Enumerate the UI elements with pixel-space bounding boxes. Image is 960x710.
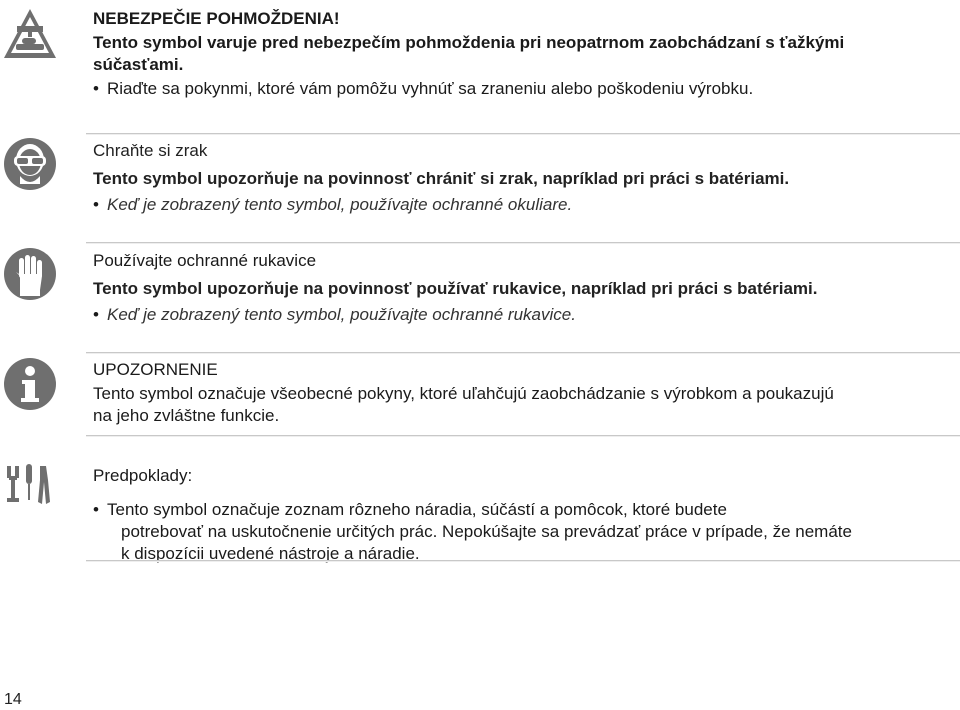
crush-warning-bullet: • Riaďte sa pokynmi, ktoré vám pomôžu vyhnúť sa zraneniu alebo poškodeniu výrobku. [93, 79, 754, 98]
separator [86, 435, 960, 436]
prerequisites-bullet-line-2: potrebovať na uskutočnenie určitých prác. Nepokúšajte sa prevádzať práce v prípade, že nemáte [121, 522, 852, 541]
notice-section [93, 359, 960, 427]
separator [86, 352, 960, 353]
notice-text-line-1: Tento symbol označuje všeobecné pokyny, ktoré uľahčujú zaobchádzanie s výrobkom a poukazujú [93, 384, 834, 403]
eye-protection-title: Chraňte si zrak [93, 141, 208, 160]
crush-hazard-icon [2, 6, 58, 62]
separator [86, 560, 960, 561]
separator [86, 242, 960, 243]
tools-icon [2, 460, 58, 516]
eye-protection-section [93, 140, 960, 216]
crush-warning-text-line-2: súčasťami. [93, 55, 184, 74]
prerequisites-bullet-line-3: k dispozícii uvedené nástroje a náradie. [121, 544, 420, 563]
eye-protection-text: Tento symbol upozorňuje na povinnosť chrániť si zrak, napríklad pri práci s batériami. [93, 169, 790, 188]
crush-warning-title: NEBEZPEČIE POHMOŽDENIA! [93, 9, 340, 28]
gloves-bullet: • Keď je zobrazený tento symbol, používajte ochranné rukavice. [93, 305, 576, 324]
prerequisites-section [93, 465, 960, 565]
gloves-text: Tento symbol upozorňuje na povinnosť používať rukavice, napríklad pri práci s batériami. [93, 279, 818, 298]
page-number: 14 [4, 691, 22, 708]
notice-title: UPOZORNENIE [93, 360, 218, 379]
gloves-section [93, 250, 960, 326]
separator [86, 133, 960, 134]
gloves-title: Používajte ochranné rukavice [93, 251, 317, 270]
protective-glove-icon [2, 246, 58, 302]
prerequisites-bullet: • Tento symbol označuje zoznam rôzneho náradia, súčástí a pomôcok, ktoré budete [93, 500, 727, 519]
crush-warning-text-line-1: Tento symbol varuje pred nebezpečím pohmoždenia pri neopatrnom zaobchádzaní s ťažkými [93, 33, 845, 52]
prerequisites-title: Predpoklady: [93, 466, 193, 485]
eye-protection-bullet: • Keď je zobrazený tento symbol, používajte ochranné okuliare. [93, 195, 573, 214]
crush-warning-section [93, 8, 960, 100]
information-icon [2, 356, 58, 412]
notice-text-line-2: na jeho zvláštne funkcie. [93, 406, 280, 425]
safety-goggles-icon [2, 136, 58, 192]
